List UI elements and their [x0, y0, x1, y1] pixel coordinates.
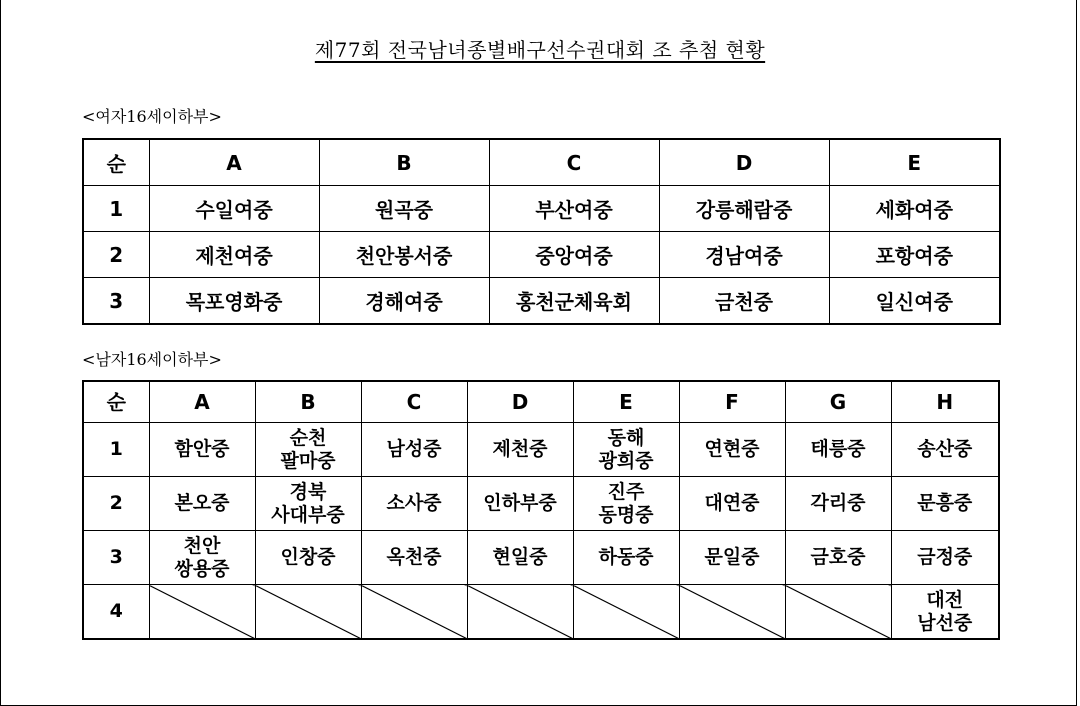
team-name-line: 남성중 — [386, 438, 442, 460]
header-cell: E — [829, 139, 1000, 186]
team-cell — [149, 477, 255, 531]
header-cell: C — [361, 381, 467, 423]
team-name-line: 함안중 — [174, 438, 230, 460]
team-cell: 부산여중 — [489, 186, 659, 232]
team-name-line: 순천 — [289, 426, 327, 449]
rank-cell: 1 — [83, 423, 149, 477]
team-cell: 중앙여중 — [489, 232, 659, 278]
rank-cell: 2 — [83, 232, 149, 278]
team-cell — [891, 531, 999, 585]
team-name-line: 옥천중 — [386, 546, 442, 568]
team-cell — [149, 531, 255, 585]
header-cell: H — [891, 381, 999, 423]
table-row — [83, 278, 1000, 325]
team-name-line: 현일중 — [492, 546, 548, 568]
team-cell: 제천여중 — [149, 232, 319, 278]
team-cell — [467, 423, 573, 477]
team-name-line: 문일중 — [704, 546, 760, 568]
team-cell: 경해여중 — [319, 278, 489, 325]
team-name-line: 대연중 — [704, 492, 760, 514]
team-cell — [785, 477, 891, 531]
header-cell: 순 — [83, 139, 149, 186]
team-cell: 세화여중 — [829, 186, 1000, 232]
table-row — [83, 186, 1000, 232]
empty-slot-cell — [361, 585, 467, 640]
header-cell: A — [149, 381, 255, 423]
team-cell — [149, 423, 255, 477]
rank-cell: 2 — [83, 477, 149, 531]
table-header-row — [83, 381, 999, 423]
table-row — [83, 232, 1000, 278]
empty-slot-cell — [255, 585, 361, 640]
team-name-line: 소사중 — [386, 492, 442, 514]
team-cell: 목포영화중 — [149, 278, 319, 325]
team-name-line: 인창중 — [280, 546, 336, 568]
team-name-line: 대전 — [926, 588, 964, 611]
team-cell — [467, 477, 573, 531]
header-cell: D — [467, 381, 573, 423]
team-name-line: 쌍용중 — [174, 557, 230, 580]
team-name-line: 문흥중 — [917, 492, 973, 514]
team-name-line: 천안 — [183, 534, 221, 557]
table-row — [83, 477, 999, 531]
header-cell: B — [319, 139, 489, 186]
team-name-line: 남선중 — [917, 611, 973, 634]
empty-slot-cell — [467, 585, 573, 640]
team-cell: 경남여중 — [659, 232, 829, 278]
team-cell — [785, 423, 891, 477]
team-name-line: 팔마중 — [280, 449, 336, 472]
header-cell: E — [573, 381, 679, 423]
rank-cell: 3 — [83, 278, 149, 325]
team-cell — [891, 585, 999, 640]
girls-draw-table — [82, 138, 1001, 325]
team-cell — [679, 423, 785, 477]
team-cell — [573, 531, 679, 585]
header-cell: F — [679, 381, 785, 423]
team-cell — [255, 531, 361, 585]
team-cell — [679, 477, 785, 531]
team-cell: 홍천군체육회 — [489, 278, 659, 325]
team-name-line: 사대부중 — [271, 503, 345, 526]
team-name-line: 각리중 — [810, 492, 866, 514]
team-name-line: 하동중 — [598, 546, 654, 568]
team-name-line: 연현중 — [704, 438, 760, 460]
rank-cell: 4 — [83, 585, 149, 640]
header-cell: A — [149, 139, 319, 186]
team-name-line: 제천중 — [492, 438, 548, 460]
team-cell — [679, 531, 785, 585]
team-cell: 천안봉서중 — [319, 232, 489, 278]
team-cell — [255, 423, 361, 477]
page-title: 제77회 전국남녀종별배구선수권대회 조 추첨 현황 — [314, 38, 766, 62]
team-cell: 강릉해람중 — [659, 186, 829, 232]
team-cell — [891, 477, 999, 531]
header-cell: D — [659, 139, 829, 186]
boys-draw-table — [82, 380, 1000, 640]
team-cell: 금천중 — [659, 278, 829, 325]
team-cell: 포항여중 — [829, 232, 1000, 278]
team-cell — [361, 531, 467, 585]
table-row — [83, 585, 999, 640]
team-name-line: 인하부중 — [483, 492, 557, 514]
team-name-line: 금정중 — [917, 546, 973, 568]
team-name-line: 태릉중 — [810, 438, 866, 460]
table-row — [83, 423, 999, 477]
empty-slot-cell — [149, 585, 255, 640]
team-name-line: 동해 — [607, 426, 645, 449]
empty-slot-cell — [785, 585, 891, 640]
team-cell — [785, 531, 891, 585]
rank-cell: 3 — [83, 531, 149, 585]
team-name-line: 본오중 — [174, 492, 230, 514]
team-cell: 수일여중 — [149, 186, 319, 232]
table-header-row — [83, 139, 1000, 186]
header-cell: G — [785, 381, 891, 423]
team-cell — [361, 423, 467, 477]
team-name-line: 금호중 — [810, 546, 866, 568]
header-cell: B — [255, 381, 361, 423]
team-cell — [891, 423, 999, 477]
table-row — [83, 531, 999, 585]
empty-slot-cell — [573, 585, 679, 640]
team-cell — [573, 423, 679, 477]
empty-slot-cell — [679, 585, 785, 640]
header-cell: 순 — [83, 381, 149, 423]
team-cell — [361, 477, 467, 531]
team-name-line: 경북 — [289, 480, 327, 503]
team-name-line: 광희중 — [598, 449, 654, 472]
boys-section-label: <남자16세이하부> — [82, 350, 222, 369]
header-cell: C — [489, 139, 659, 186]
team-cell: 일신여중 — [829, 278, 1000, 325]
team-name-line: 송산중 — [917, 438, 973, 460]
team-name-line: 진주 — [607, 480, 645, 503]
team-cell: 원곡중 — [319, 186, 489, 232]
team-cell — [467, 531, 573, 585]
team-cell — [573, 477, 679, 531]
team-cell — [255, 477, 361, 531]
team-name-line: 동명중 — [598, 503, 654, 526]
girls-section-label: <여자16세이하부> — [82, 107, 222, 126]
rank-cell: 1 — [83, 186, 149, 232]
